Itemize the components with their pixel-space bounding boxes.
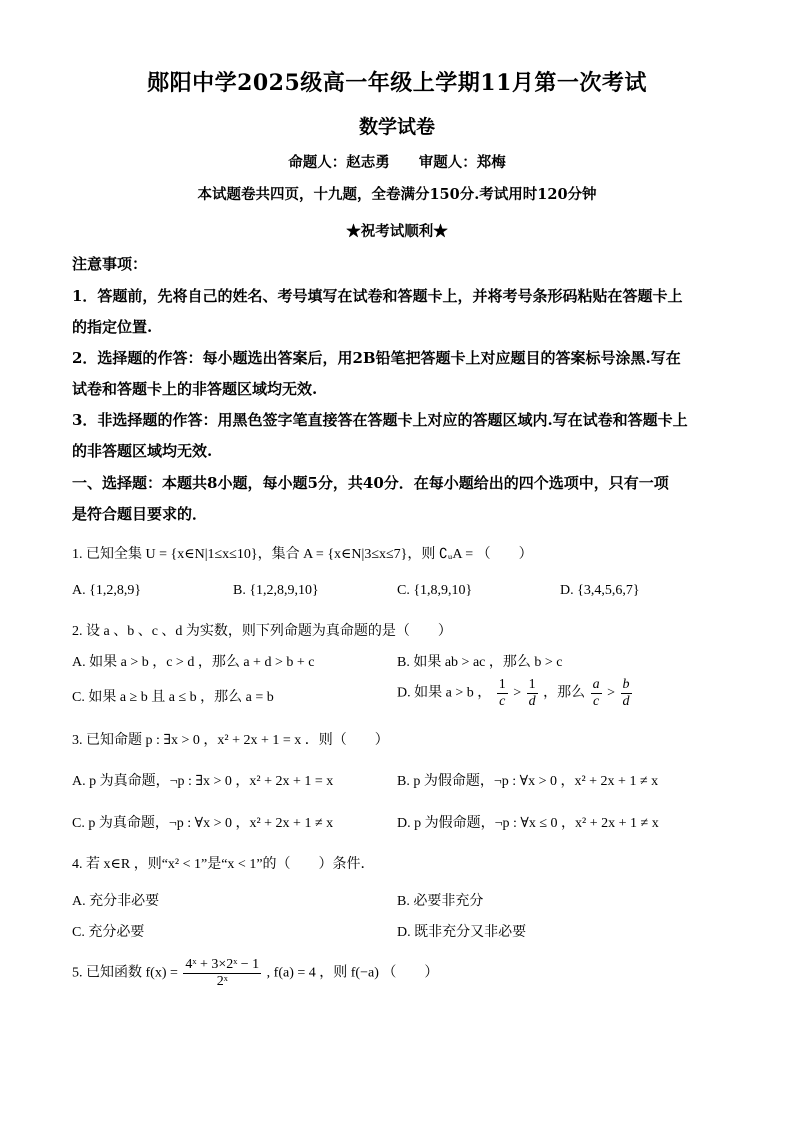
fraction-denominator: c (593, 694, 600, 709)
fraction-denominator: c (499, 694, 506, 709)
fraction-denominator: d (622, 694, 630, 709)
note-1-line-2: 的指定位置. (72, 318, 153, 336)
fraction-b-over-d (621, 677, 632, 710)
fraction-numerator: b (622, 677, 630, 692)
note-1-line-1: 1．答题前，先将自己的姓名、考号填写在试卷和答题卡上，并将考号条形码粘贴在答题卡上 (72, 287, 683, 305)
note-2-line-1: 2．选择题的作答：每小题选出答案后，用2B铅笔把答题卡上对应题目的答案标号涂黑.写在 (72, 349, 681, 367)
exam-title: 郧阳中学2025级高一年级上学期11月第一次考试 (147, 70, 647, 96)
question-2-option-a: A. 如果 a > b ，c > d ，那么 a + d > b + c (72, 655, 315, 670)
question-5-stem (72, 957, 438, 990)
greater-than-sign: > (513, 685, 522, 701)
fraction-numerator: 1 (498, 677, 506, 692)
note-3-line-2: 的非答题区域均无效. (72, 442, 213, 460)
question-3-stem: 3. 已知命题 p : ∃x > 0 ，x² + 2x + 1 = x ．则（ ） (72, 733, 389, 748)
question-3-option-d: D. p 为假命题，¬p : ∀x ≤ 0 ，x² + 2x + 1 ≠ x (397, 816, 659, 831)
fraction-1-over-d (527, 677, 538, 710)
question-2-option-d-prefix: D. 如果 a > b ， (397, 685, 492, 701)
question-3-option-a: A. p 为真命题，¬p : ∃x > 0 ，x² + 2x + 1 = x (72, 774, 334, 789)
note-3-line-1: 3．非选择题的作答：用黑色签字笔直接答在答题卡上对应的答题区域内.写在试卷和答题卡上 (72, 411, 688, 429)
question-4-stem: 4. 若 x∈R ，则“x² < 1”是“x < 1”的（ ）条件． (72, 857, 375, 872)
question-1-option-c: C. {1,8,9,10} (397, 583, 473, 598)
question-2-option-c: C. 如果 a ≥ b 且 a ≤ b ，那么 a = b (72, 690, 274, 705)
note-2-line-2: 试卷和答题卡上的非答题区域均无效. (72, 380, 318, 398)
question-2-stem: 2. 设 a 、b 、c 、d 为实数，则下列命题为真命题的是（ ） (72, 624, 452, 639)
greater-than-sign: > (607, 685, 616, 701)
question-5-fraction (183, 957, 261, 990)
fraction-numerator: 1 (528, 677, 536, 692)
question-1-option-d: D. {3,4,5,6,7} (560, 583, 640, 598)
question-3-option-c: C. p 为真命题，¬p : ∀x > 0 ，x² + 2x + 1 ≠ x (72, 816, 334, 831)
question-1-option-a: A. {1,2,8,9} (72, 583, 142, 598)
exam-info: 本试题卷共四页，十九题，全卷满分150分.考试用时120分钟 (197, 186, 597, 203)
question-4-option-c: C. 充分必要 (72, 925, 145, 940)
question-3-option-b: B. p 为假命题，¬p : ∀x > 0 ，x² + 2x + 1 ≠ x (397, 774, 659, 789)
section-1-line-1: 一、选择题：本题共8小题，每小题5分，共40分．在每小题给出的四个选项中，只有一项 (72, 474, 669, 492)
exam-subtitle: 数学试卷 (358, 116, 435, 138)
section-1-line-2: 是符合题目要求的． (72, 505, 208, 523)
question-5-prefix: 5. 已知函数 f(x) = (72, 965, 178, 981)
fraction-numerator: a (592, 677, 600, 692)
fraction-numerator: 4ˣ + 3×2ˣ − 1 (185, 957, 260, 972)
question-5-suffix: , f(a) = 4 ，则 f(−a) （ ） (266, 965, 439, 981)
question-2-option-d-middle: ，那么 (543, 685, 586, 701)
question-4-option-d: D. 既非充分又非必要 (397, 925, 527, 940)
notes-heading: 注意事项： (72, 255, 148, 273)
question-2-option-b: B. 如果 ab > ac ，那么 b > c (397, 655, 563, 670)
fraction-a-over-c (591, 677, 602, 710)
fraction-denominator: d (528, 694, 536, 709)
fraction-1-over-c (497, 677, 508, 710)
exam-wish: ★祝考试顺利★ (346, 223, 448, 240)
fraction-denominator: 2ˣ (216, 974, 228, 989)
question-1-stem: 1. 已知全集 U = {x∈N|1≤x≤10}，集合 A = {x∈N|3≤x≤7}，则 ∁ᵤA = （ ） (72, 547, 533, 562)
question-4-option-a: A. 充分非必要 (72, 894, 160, 909)
question-4-option-b: B. 必要非充分 (397, 894, 484, 909)
question-2-option-d (397, 677, 634, 710)
exam-authors: 命题人：赵志勇 审题人：郑梅 (288, 154, 506, 171)
question-1-option-b: B. {1,2,8,9,10} (233, 583, 319, 598)
